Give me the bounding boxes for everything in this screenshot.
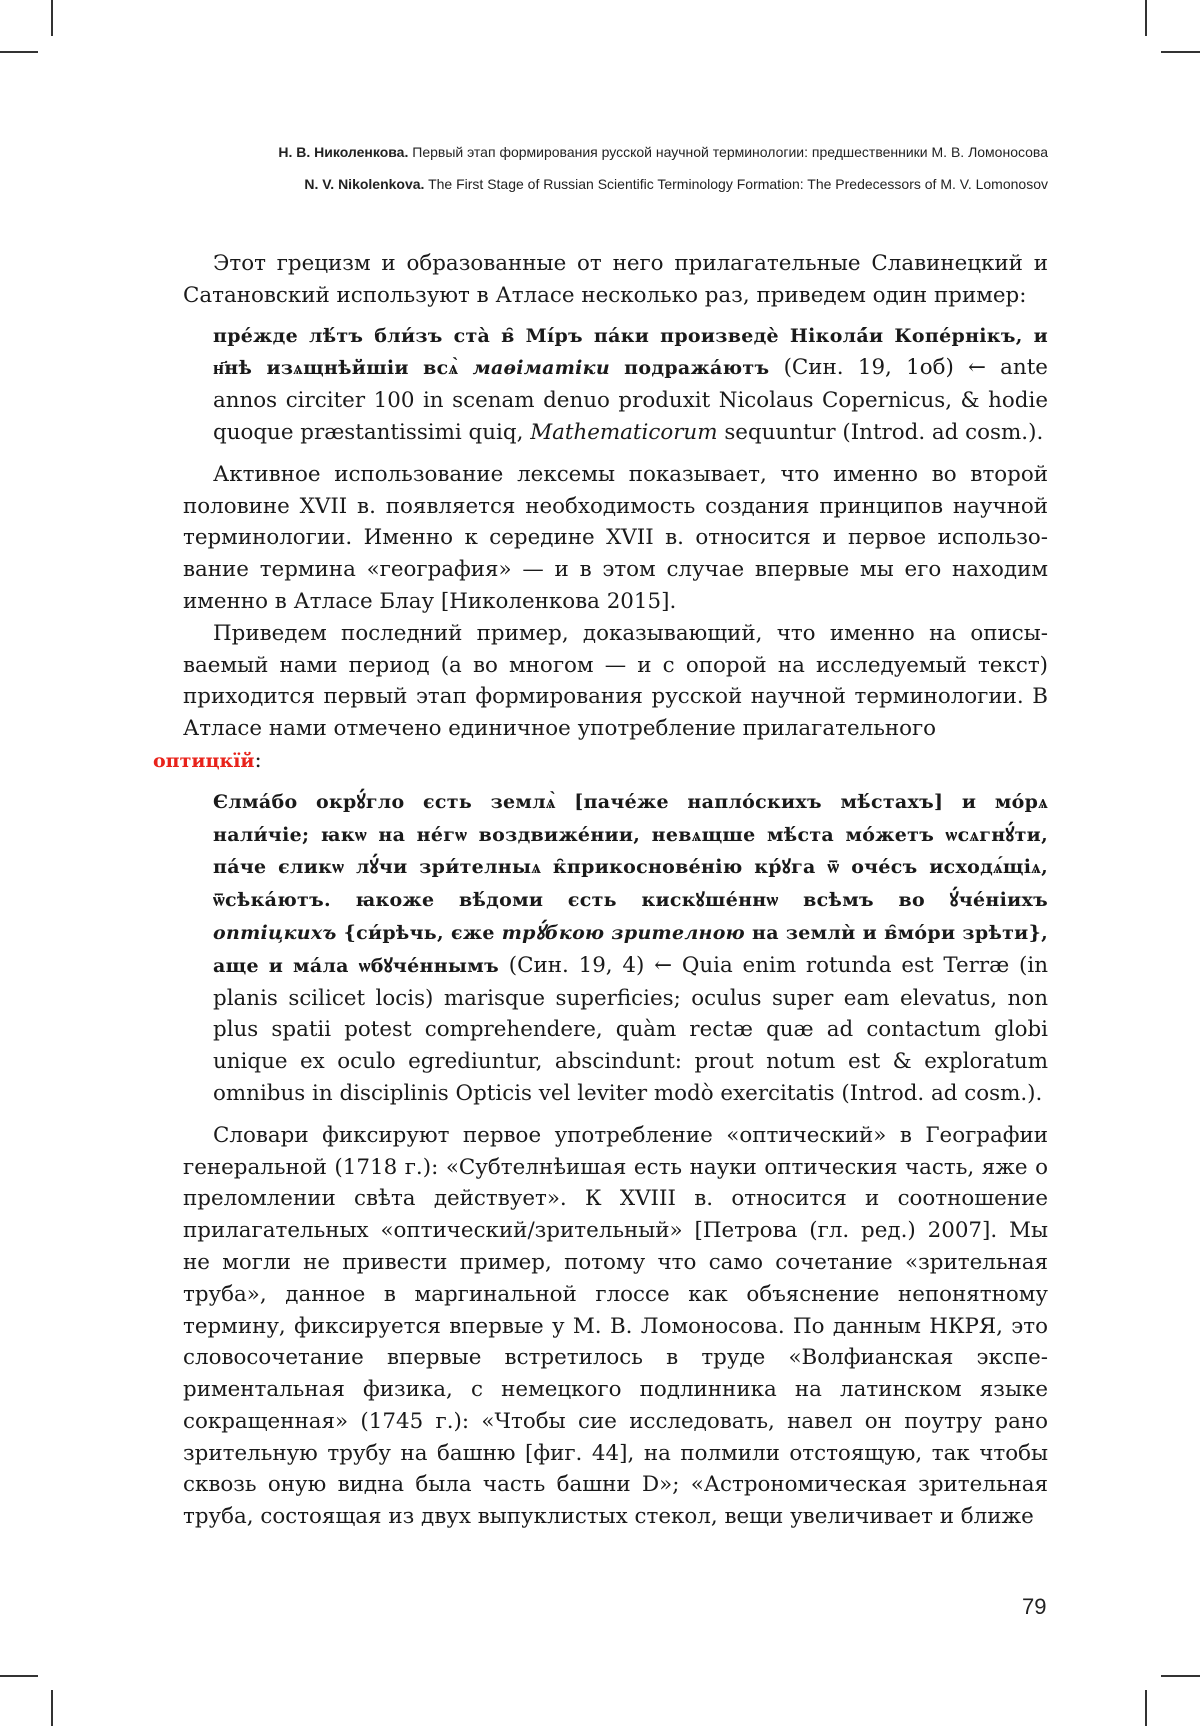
latin-text: sequuntur (Introd. ad cosm.). <box>724 419 1044 445</box>
running-head-en <box>183 168 1048 200</box>
church-slavonic-text: на землѝ и в̑мóри зрѣти}, аще и ма́ла ѡбꙋче́ннымъ <box>213 921 1049 977</box>
crop-mark <box>1145 0 1147 36</box>
block-quote <box>213 320 1048 449</box>
running-head-ru <box>183 136 1048 168</box>
colon: : <box>254 747 262 773</box>
highlighted-term: оптицкїй <box>153 749 255 772</box>
paragraph: Этот грецизм и образованные от него прилагательные Славинецкий и Сатановский используют в Атласе несколько раз, приведем один пример: <box>183 251 1048 308</box>
church-slavonic-text: Єлма́бо окрꙋ́гло єсть землѧ̀ [паче́же напло́скихъ мѣ́стахъ] и мо́рѧ нали́чіе; ꙗкѡ на не́гѡ воздвиже́нии, невѧщше мѣ́ста мо́жетъ ѡсѧгнꙋ́ти, па́че єликѡ лꙋ́чи зри́телныѧ к̑прикосновéнію кр́ꙋга ѿ очéсъ исходѧ́щіѧ, ѿсѣка́ютъ. ꙗкоже вѣ́доми єсть кискꙋше́ннѡ всѣмъ во ꙋ́че́ніихъ <box>213 790 1048 912</box>
main-text <box>153 248 1049 1533</box>
author-name-ru: Н. В. Николенкова. <box>278 144 409 160</box>
church-slavonic-italic: трꙋ́бкою зрителною <box>501 921 746 944</box>
latin-text: (Син. 19, 1об) ← ante annos circiter 100 in scenam denuo produxit Nicolaus Copernicus, & hodie quoque præstantissimi quiq, <box>213 355 1048 445</box>
running-head <box>183 136 1048 200</box>
church-slavonic-text: {си́рѣчь, єже <box>343 921 495 944</box>
paragraph-text: Приведем последний пример, доказывающий, что именно на описываемый нами период (а во многом — и с опорой на исследуемый текст) приходится первый этап формирования русской научной терминологии. В Атласе нами отмечено единичное употребление прилагательного <box>183 620 1048 742</box>
church-slavonic-text: подража́ютъ <box>624 357 770 380</box>
church-slavonic-italic: маѳіматіки <box>472 357 610 380</box>
church-slavonic-italic: оптіцкихъ <box>213 921 337 944</box>
crop-mark <box>1145 1690 1147 1726</box>
latin-italic: Mathematicorum <box>530 419 718 445</box>
crop-mark <box>1161 1675 1200 1677</box>
crop-mark <box>0 51 38 53</box>
paragraph: Активное использование лексемы показывает, что именно во второй половине XVII в. появляется необходимость создания принципов научной терминологии. Именно к середине XVII в. относится и первое использование термина «география» — и в этом случае впервые мы его находим именно в Атласе Блау [Николенкова 2015]. <box>183 461 1048 614</box>
author-name-en: N. V. Nikolenkova. <box>304 176 425 192</box>
paragraph <box>153 618 1048 778</box>
article-title-en: The First Stage of Russian Scientific Terminology Formation: The Predecessors of M. V. Lomonosov <box>428 176 1048 192</box>
crop-mark <box>51 1690 53 1726</box>
paragraph: Словари фиксируют первое употребление «оптический» в Географии генеральной (1718 г.): «Субтелнѣишая есть науки оптическия часть, яже о преломлении свѣта действует». К XVIII в. относится и соотношение прилагательных «оптический/зрительный» [Петрова (гл. ред.) 2007]. Мы не могли не привести пример, потому что само сочетание «зрительная труба», данное в маргинальной глоссе как объяснение непонятному термину, фиксируется впервые у М. В. Ломоносова. По данным НКРЯ, это словосочетание впервые встретилось в труде «Волфианская экспериментальная физика, с немецкого подлинника на латинском языке сокращенная» (1745 г.): «Чтобы сие исследовать, навел он поутру рано зрительную трубу на башню [фиг. 44], на полмили отстоящую, так чтобы сквозь оную видна была часть башни D»; «Астрономическая зрительная труба, состоящая из двух выпуклистых стекол, вещи увеличивает и ближе <box>183 1122 1048 1530</box>
crop-mark <box>1161 51 1200 53</box>
article-title-ru: Первый этап формирования русской научной терминологии: предшественники М. В. Ломоносова <box>412 144 1048 160</box>
latin-text: (Син. 19, 4) ← Quia enim rotunda est Terræ (in planis scilicet locis) marisque superficies; oculus super eam elevatus, non plus spatii potest comprehendere, quàm rectæ quæ ad contactum globi unique ex oculo egrediuntur, abscindunt: prout notum est & exploratum omnibus in disciplinis Opticis vel leviter modò exercitatis (Introd. ad cosm.). <box>213 952 1048 1106</box>
page-number: 79 <box>1022 1594 1047 1619</box>
crop-mark <box>51 0 53 36</box>
church-slavonic-text: пре́жде лѣ́тъ бли́зъ ста̀ в̑ Мі́ръ па́ки произведѐ Ніколá́и Копéрнікъ, и н҃нѣ изѧщнѣйшіи всѧ̀ <box>213 324 1048 380</box>
block-quote <box>213 786 1048 1110</box>
crop-mark <box>0 1675 38 1677</box>
